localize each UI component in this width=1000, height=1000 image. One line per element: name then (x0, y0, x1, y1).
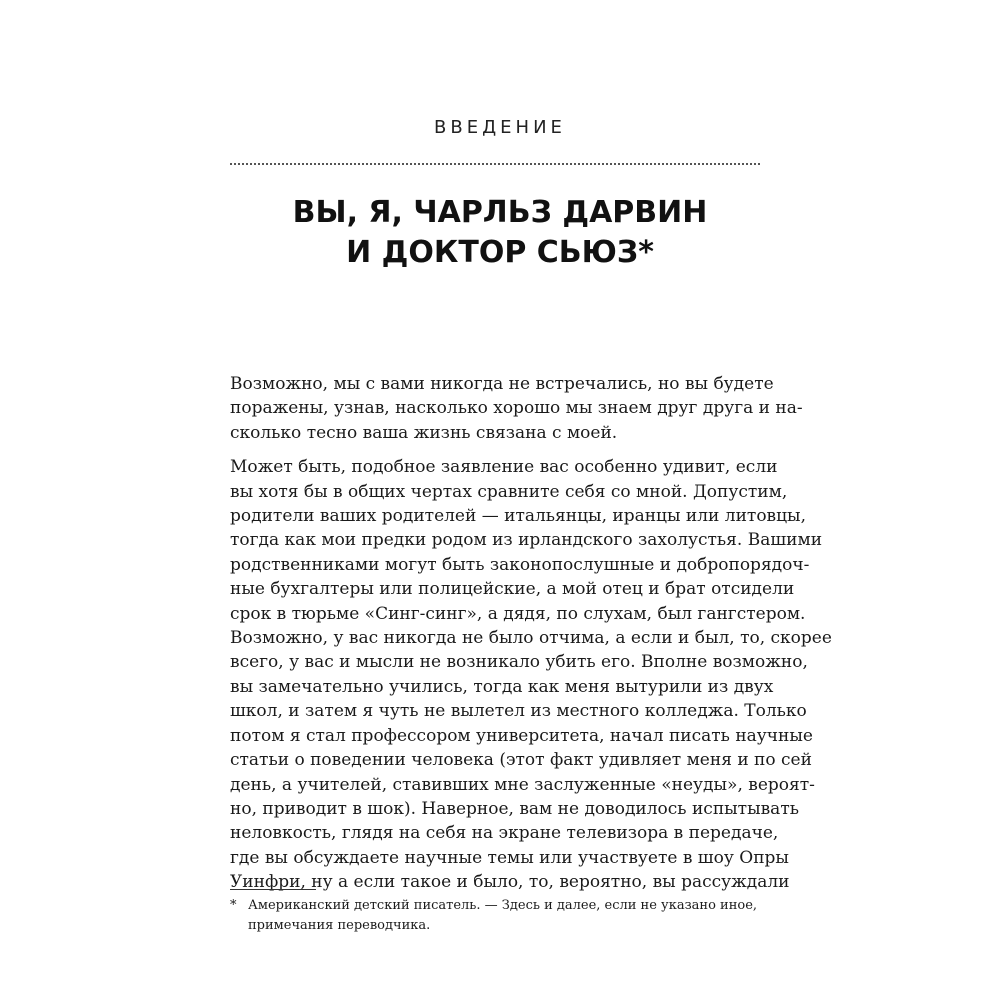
text-line: статьи о поведении человека (этот факт удивляет меня и по сей (230, 750, 812, 771)
text-line: ные бухгалтеры или полицейские, а мой отец и брат отсидели (230, 579, 795, 600)
body-text (230, 372, 832, 895)
text-line: срок в тюрьме «Синг-синг», а дядя, по слухам, был гангстером. (230, 603, 806, 624)
text-line: Возможно, у вас никогда не было отчима, а если и был, то, скорее (230, 628, 832, 649)
text-line: потом я стал профессором университета, начал писать научные (230, 725, 813, 746)
text-line: родственниками могут быть законопослушные и добропорядоч- (230, 554, 810, 575)
text-line: всего, у вас и мысли не возникало убить его. Вполне возможно, (230, 652, 808, 673)
footnote-line-2: примечания переводчика. (248, 918, 431, 933)
footnote-rule (230, 889, 316, 890)
text-line: вы хотя бы в общих чертах сравните себя со мной. Допустим, (230, 481, 788, 502)
footnote-text (248, 896, 760, 936)
text-line: Может быть, подобное заявление вас особенно удивит, если (230, 457, 778, 478)
text-line: Возможно, мы с вами никогда не встречались, но вы будете (230, 374, 774, 394)
text-line: поражены, узнав, насколько хорошо мы знаем друг друга и на- (230, 398, 803, 419)
text-line: Уинфри, ну а если такое и было, то, вероятно, вы рассуждали (230, 872, 790, 893)
text-line: где вы обсуждаете научные темы или участвуете в шоу Опры (230, 847, 789, 868)
text-line: вы замечательно учились, тогда как меня вытурили из двух (230, 676, 774, 697)
dotted-divider (230, 163, 760, 165)
footnote-line-1: Американский детский писатель. — Здесь и далее, если не указано иное, (248, 898, 758, 913)
text-line: неловкость, глядя на себя на экране телевизора в передаче, (230, 823, 779, 844)
text-line: день, а учителей, ставивших мне заслуженные «неуды», вероят- (230, 774, 815, 795)
footnote-mark: * (230, 898, 237, 913)
text-line: тогда как мои предки родом из ирландского захолустья. Вашими (230, 530, 823, 551)
chapter-title-line-1: ВЫ, Я, ЧАРЛЬЗ ДАРВИН (292, 195, 708, 230)
footnote (230, 896, 760, 936)
text-line: родители ваших родителей — итальянцы, иранцы или литовцы, (230, 506, 806, 527)
paragraph-2 (230, 455, 832, 894)
paragraph-1 (230, 372, 803, 445)
section-label: ВВЕДЕНИЕ (434, 117, 566, 138)
text-line: сколько тесно ваша жизнь связана с моей. (230, 422, 618, 443)
chapter-title (0, 193, 1000, 273)
chapter-title-line-2: И ДОКТОР СЬЮЗ* (346, 235, 654, 270)
text-line: но, приводит в шок). Наверное, вам не доводилось испытывать (230, 798, 799, 819)
text-line: школ, и затем я чуть не вылетел из местного колледжа. Только (230, 701, 807, 722)
